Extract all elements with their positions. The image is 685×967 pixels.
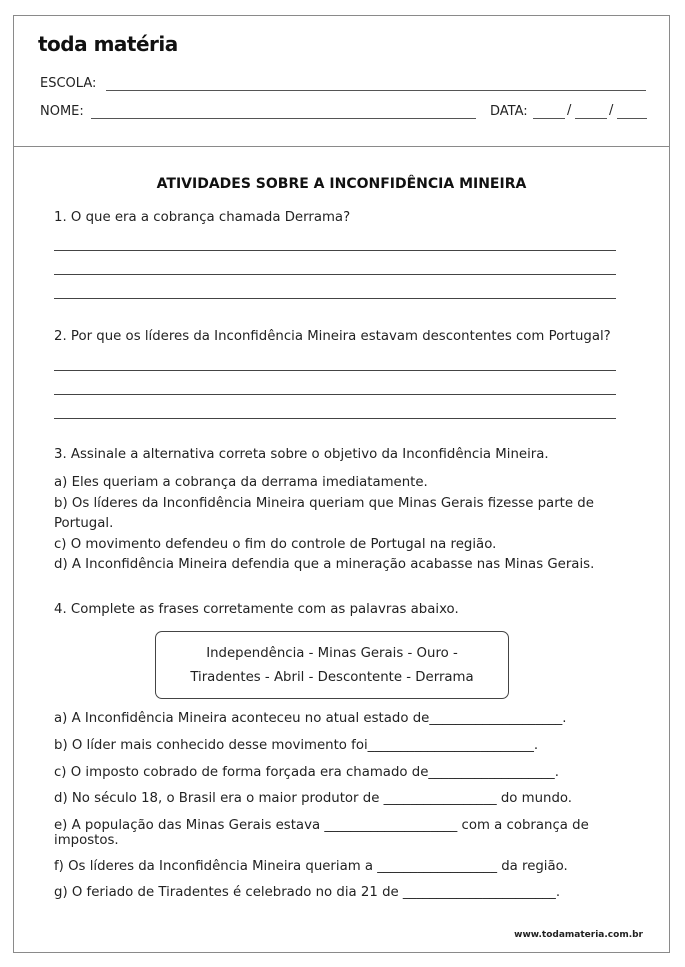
date-separator: / [609, 103, 614, 118]
fill-item-e: e) A população das Minas Gerais estava ____________________ com a cobrança de impostos. [54, 818, 589, 848]
option-d: d) A Inconfidência Mineira defendia que a mineração acabasse nas Minas Gerais. [54, 557, 595, 572]
school-line [106, 90, 646, 91]
name-line [91, 118, 476, 119]
answer-line [54, 418, 616, 419]
school-label: ESCOLA: [40, 76, 97, 91]
option-c: c) O movimento defendeu o fim do controle de Portugal na região. [54, 537, 497, 552]
worksheet-page [13, 15, 670, 953]
fill-item-b: b) O líder mais conhecido desse movimento foi_________________________. [54, 738, 539, 753]
date-day-line [533, 118, 565, 119]
fill-item-f: f) Os líderes da Inconfidência Mineira queriam a __________________ da região. [54, 859, 568, 874]
fill-item-g: g) O feriado de Tiradentes é celebrado no dia 21 de _______________________. [54, 885, 561, 900]
date-label: DATA: [490, 104, 528, 119]
footer-url: www.todamateria.com.br [514, 930, 643, 940]
question-3: 3. Assinale a alternativa correta sobre o objetivo da Inconfidência Mineira. [54, 447, 549, 462]
name-label: NOME: [40, 104, 84, 119]
worksheet-title: ATIVIDADES SOBRE A INCONFIDÊNCIA MINEIRA [156, 176, 527, 192]
answer-line [54, 394, 616, 395]
option-a: a) Eles queriam a cobrança da derrama imediatamente. [54, 475, 428, 490]
worksheet-header [14, 16, 669, 147]
date-month-line [575, 118, 607, 119]
fill-item-a: a) A Inconfidência Mineira aconteceu no atual estado de____________________. [54, 711, 567, 726]
answer-line [54, 274, 616, 275]
date-year-line [617, 118, 647, 119]
fill-item-c: c) O imposto cobrado de forma forçada era chamado de___________________. [54, 765, 559, 780]
answer-line [54, 298, 616, 299]
date-separator: / [567, 103, 572, 118]
question-1: 1. O que era a cobrança chamada Derrama? [54, 210, 351, 225]
question-2: 2. Por que os líderes da Inconfidência Mineira estavam descontentes com Portugal? [54, 329, 611, 344]
answer-line [54, 250, 616, 251]
question-4: 4. Complete as frases corretamente com as palavras abaixo. [54, 602, 459, 617]
word-bank-line: Tiradentes - Abril - Descontente - Derrama [190, 670, 474, 685]
word-bank [155, 631, 509, 699]
option-b: b) Os líderes da Inconfidência Mineira queriam que Minas Gerais fizesse parte de [54, 496, 594, 511]
logo: toda matéria [38, 32, 178, 56]
word-bank-line: Independência - Minas Gerais - Ouro - [206, 646, 458, 661]
fill-item-d: d) No século 18, o Brasil era o maior produtor de _________________ do mundo. [54, 791, 573, 806]
answer-line [54, 370, 616, 371]
option-b-continuation: Portugal. [54, 516, 114, 531]
